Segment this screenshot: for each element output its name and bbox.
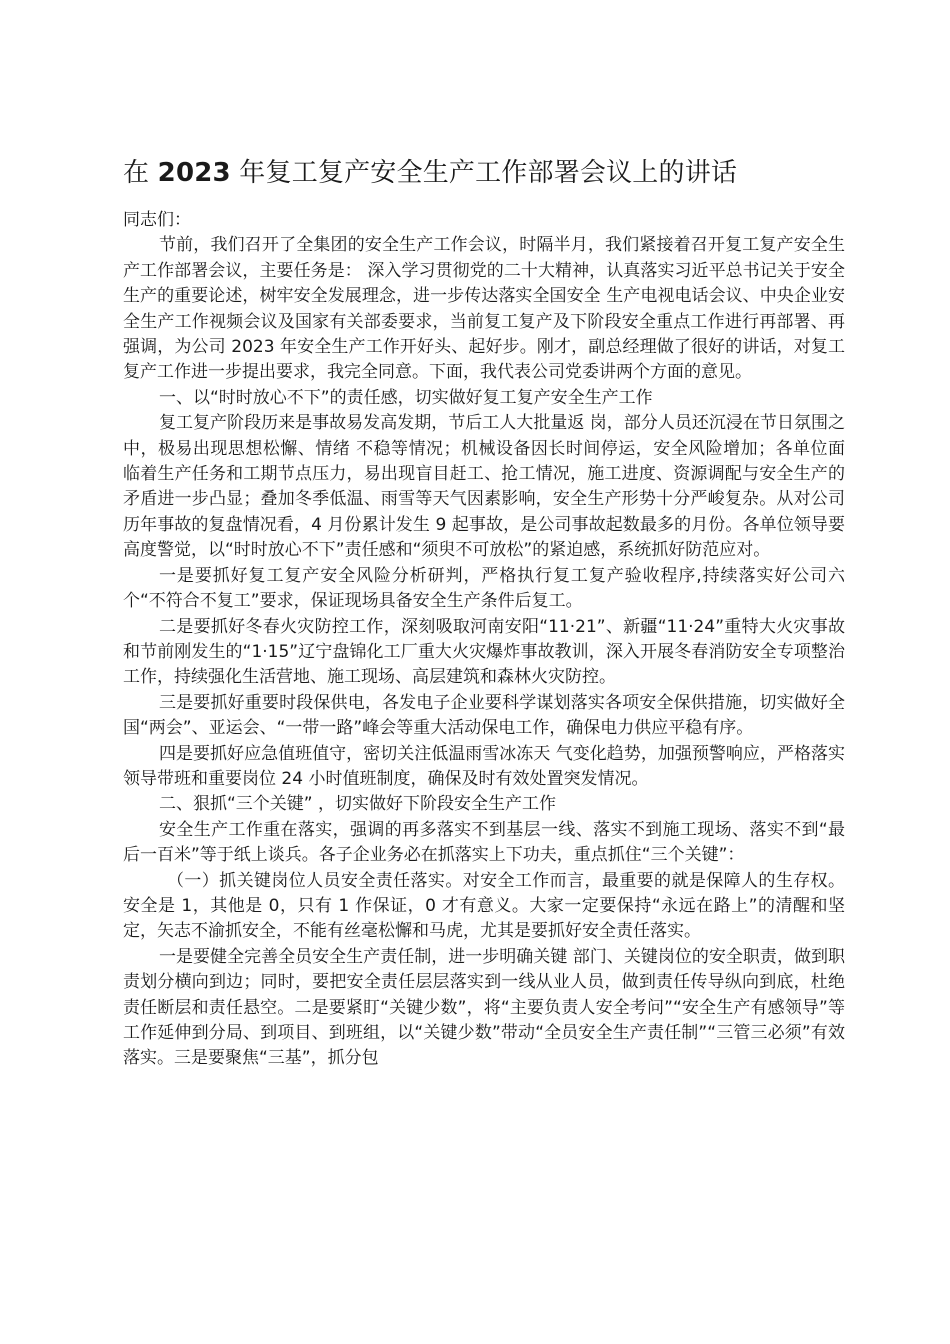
page-title <box>123 155 883 191</box>
salutation: 同志们： <box>123 210 191 230</box>
paragraph: 三是要抓好重要时段保供电，各发电子企业要科学谋划落实各项安全保供措施，切实做好全国“两会”、亚运会、“一带一路”峰会等重大活动保电工作，确保电力供应平稳有序。 <box>123 692 845 739</box>
paragraph: 节前，我们召开了全集团的安全生产工作会议，时隔半月，我们紧接着召开复工复产安全生产工作部署会议，主要任务是： 深入学习贯彻党的二十大精神，认真落实习近平总书记关于安全生产的重要论述，树牢安全发展理念，进一步传达落实全国安全 生产电视电话会议、中央企业安全生产工作视频会议及国家有关部委要求，当前复工复产及下阶段安全重点工作进行再部署、再强调，为公司 2023 年安全生产工作开好头、起好步。刚才，副总经理做了很好的讲话，对复工复产工作进一步提出要求，我完全同意。下面，我代表公司党委讲两个方面的意见。 <box>123 235 845 383</box>
paragraph: 安全生产工作重在落实，强调的再多落实不到基层一线、落实不到施工现场、落实不到“最后一百米”等于纸上谈兵。各子企业务必在抓落实上下功夫，重点抓住“三个关键”： <box>123 819 845 866</box>
title-year: 2023 <box>157 158 231 188</box>
title-prefix: 在 <box>123 158 158 188</box>
paragraph: （一）抓关键岗位人员安全责任落实。对安全工作而言，最重要的就是保障人的生存权。安全是 1，其他是 0，只有 1 作保证，0 才有意义。大家一定要保持“永远在路上”的清醒和坚定，矢志不渝抓安全，不能有丝毫松懈和马虎，尤其是要抓好安全责任落实。 <box>123 870 845 942</box>
section-heading: 一、以“时时放心不下”的责任感，切实做好复工复产安全生产工作 <box>159 387 653 408</box>
paragraph: 一是要健全完善全员安全生产责任制，进一步明确关键 部门、关键岗位的安全职责，做到职责划分横向到边；同时，要把安全责任层层落实到一线从业人员，做到责任传导纵向到底，杜绝责任断层和责任悬空。二是要紧盯“关键少数”，将“主要负责人安全考问”“安全生产有感领导”等工作延伸到分局、到项目、到班组，以“关键少数”带动“全员安全生产责任制”“三管三必须”有效落实。三是要聚焦“三基”，抓分包 <box>123 946 845 1069</box>
section-heading: 二、狠抓“三个关键” ，切实做好下阶段安全生产工作 <box>159 794 557 815</box>
paragraph: 复工复产阶段历来是事故易发高发期，节后工人大批量返 岗，部分人员还沉浸在节日氛围之中，极易出现思想松懈、情绪 不稳等情况；机械设备因长时间停运，安全风险增加；各单位面 临着生产任务和工期节点压力，易出现盲目赶工、抢工情况，施工进度、资源调配与安全生产的矛盾进一步凸显；叠加冬季低温、雨雪等天气因素影响，安全生产形势十分严峻复杂。从对公司历年事故的复盘情况看，4 月份累计发生 9 起事故，是公司事故起数最多的月份。各单位领导要高度警觉，以“时时放心不下”责任感和“须臾不可放松”的紧迫感，系统抓好防范应对。 <box>123 413 845 561</box>
paragraph: 二是要抓好冬春火灾防控工作，深刻吸取河南安阳“11·21”、新疆“11·24”重特大火灾事故和节前刚发生的“1·15”辽宁盘锦化工厂重大火灾爆炸事故教训，深入开展冬春消防安全专项整治工作，持续强化生活营地、施工现场、高层建筑和森林火灾防控。 <box>123 616 845 688</box>
paragraph: 四是要抓好应急值班值守，密切关注低温雨雪冰冻天 气变化趋势，加强预警响应，严格落实领导带班和重要岗位 24 小时值班制度，确保及时有效处置突发情况。 <box>123 743 845 789</box>
document-body <box>123 208 845 1072</box>
title-suffix: 年复工复产安全生产工作部署会议上的讲话 <box>230 158 738 188</box>
paragraph: 一是要抓好复工复产安全风险分析研判，严格执行复工复产验收程序,持续落实好公司六个“不符合不复工”要求，保证现场具备安全生产条件后复工。 <box>123 565 845 612</box>
